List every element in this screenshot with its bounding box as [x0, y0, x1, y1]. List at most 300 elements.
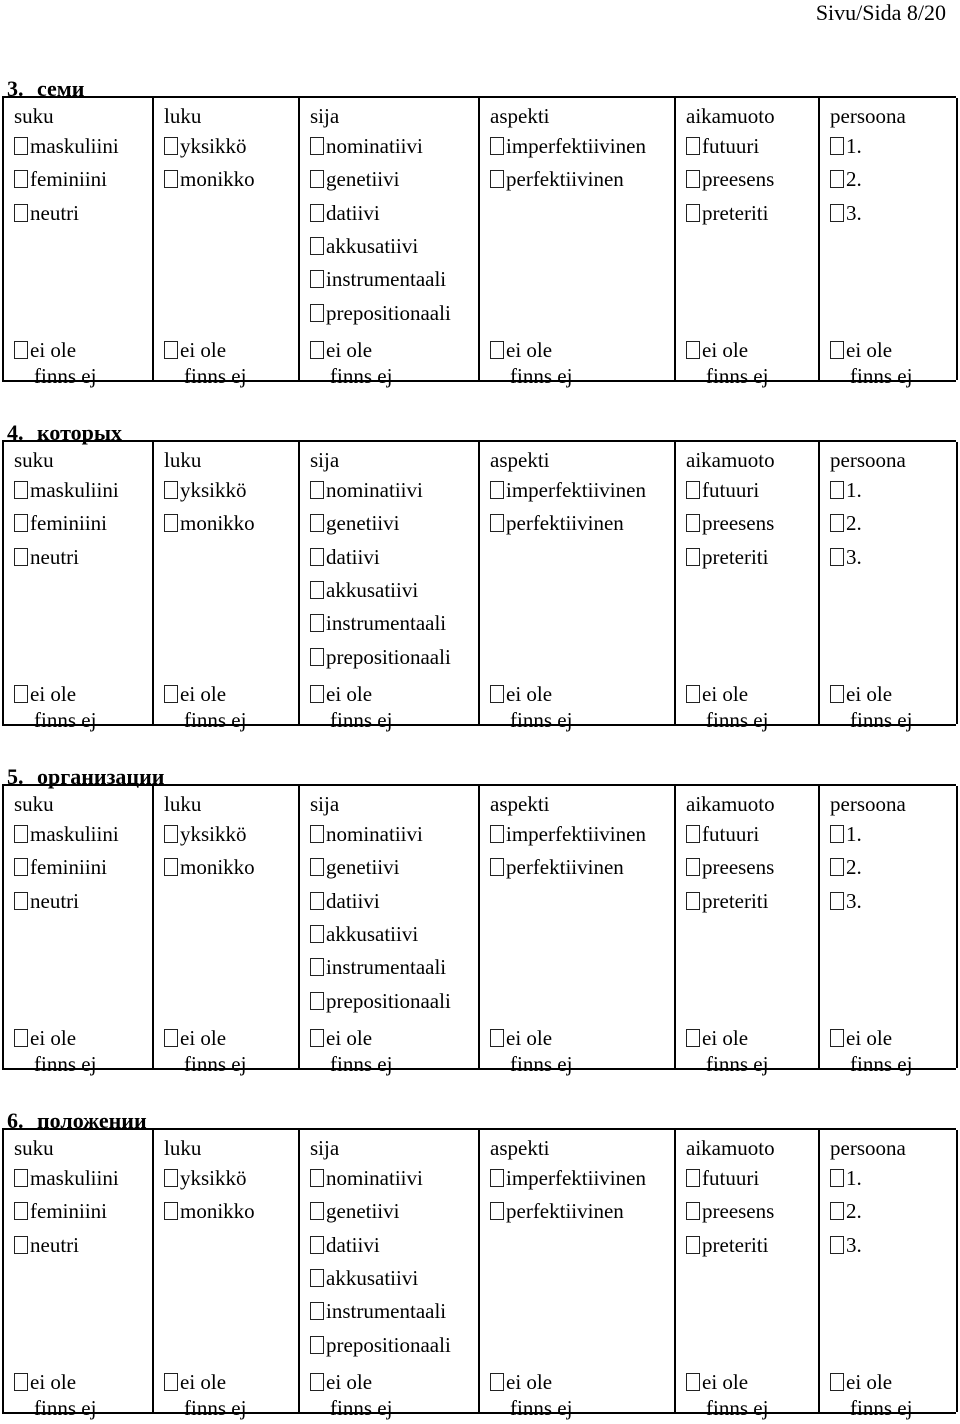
- checkbox[interactable]: [830, 1202, 844, 1220]
- checkbox[interactable]: [14, 1029, 28, 1047]
- column-header: sija: [310, 792, 340, 816]
- checkbox[interactable]: [14, 1373, 28, 1391]
- option-label: monikko: [180, 167, 255, 192]
- option-nominatiivi[interactable]: [310, 134, 423, 158]
- checkbox[interactable]: [830, 170, 844, 188]
- option-none[interactable]: [830, 338, 892, 362]
- none-label-fi: ei ole: [702, 682, 749, 706]
- option-2[interactable]: [830, 511, 862, 535]
- option-preteriti[interactable]: [686, 889, 768, 913]
- checkbox[interactable]: [164, 137, 178, 155]
- checkbox[interactable]: [686, 1202, 700, 1220]
- option-perfektiivinen[interactable]: [490, 511, 624, 535]
- option-preteriti[interactable]: [686, 201, 768, 225]
- option-nominatiivi[interactable]: [310, 1166, 423, 1190]
- none-label-fi: ei ole: [506, 1026, 553, 1050]
- checkbox[interactable]: [164, 341, 178, 359]
- option-label: 3.: [846, 1232, 862, 1257]
- checkbox[interactable]: [310, 685, 324, 703]
- option-preesens[interactable]: [686, 167, 774, 191]
- checkbox[interactable]: [686, 892, 700, 910]
- option-label: maskuliini: [30, 1166, 119, 1190]
- checkbox[interactable]: [164, 481, 178, 499]
- option-perfektiivinen[interactable]: [490, 1199, 624, 1223]
- checkbox[interactable]: [686, 685, 700, 703]
- option-2[interactable]: [830, 167, 862, 191]
- checkbox[interactable]: [830, 204, 844, 222]
- option-3[interactable]: [830, 545, 862, 569]
- option-perfektiivinen[interactable]: [490, 167, 624, 191]
- option-none[interactable]: [830, 682, 892, 706]
- column-header: suku: [14, 1136, 54, 1160]
- column-header: aspekti: [490, 792, 550, 816]
- option-label: feminiini: [30, 855, 107, 880]
- checkbox[interactable]: [310, 958, 324, 976]
- column-luku: [154, 98, 300, 388]
- checkbox[interactable]: [310, 341, 324, 359]
- option-2[interactable]: [830, 855, 862, 879]
- option-futuuri[interactable]: [686, 134, 759, 158]
- column-aikamuoto: [676, 1130, 820, 1420]
- none-label-sv: finns ej: [706, 364, 769, 388]
- column-sija: [300, 98, 480, 388]
- column-luku: [154, 442, 300, 732]
- option-preteriti[interactable]: [686, 1233, 768, 1257]
- option-label: 1.: [846, 822, 862, 846]
- checkbox[interactable]: [14, 514, 28, 532]
- option-akkusatiivi[interactable]: [310, 1266, 418, 1290]
- option-maskuliini[interactable]: [14, 1166, 119, 1190]
- column-persoona: [820, 786, 958, 1076]
- option-yksikkö[interactable]: [164, 1166, 247, 1190]
- option-label: preesens: [702, 855, 775, 880]
- checkbox[interactable]: [310, 1336, 324, 1354]
- option-label: genetiivi: [326, 1199, 400, 1224]
- option-label: perfektiivinen: [506, 1199, 624, 1224]
- checkbox[interactable]: [310, 1269, 324, 1287]
- checkbox[interactable]: [830, 685, 844, 703]
- checkbox[interactable]: [490, 514, 504, 532]
- checkbox[interactable]: [310, 581, 324, 599]
- checkbox[interactable]: [310, 514, 324, 532]
- checkbox[interactable]: [310, 825, 324, 843]
- option-preesens[interactable]: [686, 511, 774, 535]
- checkbox[interactable]: [830, 892, 844, 910]
- checkbox[interactable]: [830, 548, 844, 566]
- column-aikamuoto: [676, 442, 820, 732]
- option-none[interactable]: [164, 1026, 226, 1050]
- checkbox[interactable]: [164, 825, 178, 843]
- checkbox[interactable]: [830, 825, 844, 843]
- section-word: организации: [37, 764, 165, 789]
- none-label-sv: finns ej: [706, 708, 769, 732]
- checkbox[interactable]: [14, 825, 28, 843]
- option-nominatiivi[interactable]: [310, 478, 423, 502]
- section-number: 3.: [7, 76, 24, 101]
- checkbox[interactable]: [310, 481, 324, 499]
- checkbox[interactable]: [310, 614, 324, 632]
- column-aspekti: [480, 442, 676, 732]
- option-none[interactable]: [310, 1026, 372, 1050]
- option-none[interactable]: [490, 682, 552, 706]
- option-akkusatiivi[interactable]: [310, 922, 418, 946]
- checkbox[interactable]: [310, 1169, 324, 1187]
- checkbox[interactable]: [310, 992, 324, 1010]
- option-datiivi[interactable]: [310, 889, 380, 913]
- column-suku: [4, 442, 154, 732]
- none-label-fi: ei ole: [180, 682, 227, 706]
- option-none[interactable]: [164, 338, 226, 362]
- checkbox[interactable]: [310, 925, 324, 943]
- checkbox[interactable]: [164, 1202, 178, 1220]
- checkbox[interactable]: [830, 1373, 844, 1391]
- option-preesens[interactable]: [686, 1199, 774, 1223]
- checkbox[interactable]: [310, 1202, 324, 1220]
- checkbox[interactable]: [14, 1202, 28, 1220]
- column-header: aikamuoto: [686, 792, 775, 816]
- checkbox[interactable]: [14, 892, 28, 910]
- option-label: instrumentaali: [326, 267, 447, 292]
- option-none[interactable]: [490, 1370, 552, 1394]
- checkbox[interactable]: [310, 1302, 324, 1320]
- column-header: luku: [164, 448, 202, 472]
- option-none[interactable]: [686, 682, 748, 706]
- checkbox[interactable]: [14, 341, 28, 359]
- checkbox[interactable]: [490, 858, 504, 876]
- option-feminiini[interactable]: [14, 855, 107, 879]
- none-label-sv: finns ej: [850, 708, 913, 732]
- option-datiivi[interactable]: [310, 201, 380, 225]
- none-label-fi: ei ole: [30, 1026, 77, 1050]
- checkbox[interactable]: [490, 685, 504, 703]
- checkbox[interactable]: [830, 1029, 844, 1047]
- checkbox[interactable]: [686, 1169, 700, 1187]
- checkbox[interactable]: [164, 1169, 178, 1187]
- option-none[interactable]: [164, 682, 226, 706]
- option-monikko[interactable]: [164, 855, 255, 879]
- option-label: prepositionaali: [326, 644, 451, 669]
- grammar-table: [2, 784, 956, 1076]
- column-luku: [154, 1130, 300, 1420]
- option-none[interactable]: [14, 682, 76, 706]
- option-instrumentaali[interactable]: [310, 955, 446, 979]
- option-label: instrumentaali: [326, 1299, 447, 1324]
- column-header: suku: [14, 792, 54, 816]
- checkbox[interactable]: [490, 825, 504, 843]
- option-feminiini[interactable]: [14, 511, 107, 535]
- option-yksikkö[interactable]: [164, 134, 247, 158]
- option-futuuri[interactable]: [686, 822, 759, 846]
- option-futuuri[interactable]: [686, 478, 759, 502]
- checkbox[interactable]: [686, 204, 700, 222]
- column-header: persoona: [830, 792, 906, 816]
- checkbox[interactable]: [310, 1236, 324, 1254]
- option-none[interactable]: [14, 1370, 76, 1394]
- option-label: 3.: [846, 888, 862, 913]
- option-none[interactable]: [14, 338, 76, 362]
- option-neutri[interactable]: [14, 889, 79, 913]
- checkbox[interactable]: [686, 170, 700, 188]
- option-preteriti[interactable]: [686, 545, 768, 569]
- option-label: nominatiivi: [326, 478, 423, 502]
- column-header: luku: [164, 104, 202, 128]
- column-aspekti: [480, 786, 676, 1076]
- checkbox[interactable]: [490, 1169, 504, 1187]
- column-header: aspekti: [490, 1136, 550, 1160]
- option-label: prepositionaali: [326, 300, 451, 325]
- option-label: maskuliini: [30, 822, 119, 846]
- option-neutri[interactable]: [14, 1233, 79, 1257]
- column-header: luku: [164, 792, 202, 816]
- section-word: положении: [37, 1108, 147, 1133]
- checkbox[interactable]: [14, 204, 28, 222]
- section-number: 5.: [7, 764, 24, 789]
- option-imperfektiivinen[interactable]: [490, 478, 646, 502]
- checkbox[interactable]: [686, 137, 700, 155]
- option-instrumentaali[interactable]: [310, 611, 446, 635]
- checkbox[interactable]: [14, 858, 28, 876]
- checkbox[interactable]: [310, 304, 324, 322]
- none-label-sv: finns ej: [184, 1052, 247, 1076]
- checkbox[interactable]: [830, 858, 844, 876]
- option-label: neutri: [30, 200, 79, 225]
- option-genetiivi[interactable]: [310, 1199, 399, 1223]
- option-futuuri[interactable]: [686, 1166, 759, 1190]
- option-genetiivi[interactable]: [310, 855, 399, 879]
- option-datiivi[interactable]: [310, 1233, 380, 1257]
- option-instrumentaali[interactable]: [310, 1299, 446, 1323]
- none-label-sv: finns ej: [850, 1396, 913, 1420]
- option-yksikkö[interactable]: [164, 478, 247, 502]
- checkbox[interactable]: [686, 858, 700, 876]
- column-header: sija: [310, 1136, 340, 1160]
- option-none[interactable]: [490, 338, 552, 362]
- checkbox[interactable]: [490, 1202, 504, 1220]
- none-label-sv: finns ej: [330, 708, 393, 732]
- checkbox[interactable]: [14, 481, 28, 499]
- checkbox[interactable]: [164, 1029, 178, 1047]
- option-label: nominatiivi: [326, 134, 423, 158]
- option-monikko[interactable]: [164, 1199, 255, 1223]
- option-none[interactable]: [686, 338, 748, 362]
- option-akkusatiivi[interactable]: [310, 578, 418, 602]
- option-label: imperfektiivinen: [506, 822, 646, 846]
- checkbox[interactable]: [686, 1236, 700, 1254]
- section-word: семи: [37, 76, 85, 101]
- option-prepositionaali[interactable]: [310, 301, 451, 325]
- none-label-fi: ei ole: [30, 1370, 77, 1394]
- checkbox[interactable]: [164, 685, 178, 703]
- checkbox[interactable]: [164, 1373, 178, 1391]
- option-3[interactable]: [830, 1233, 862, 1257]
- option-label: 2.: [846, 855, 862, 880]
- checkbox[interactable]: [686, 341, 700, 359]
- option-imperfektiivinen[interactable]: [490, 1166, 646, 1190]
- none-label-sv: finns ej: [706, 1396, 769, 1420]
- checkbox[interactable]: [310, 1029, 324, 1047]
- option-none[interactable]: [164, 1370, 226, 1394]
- column-header: aikamuoto: [686, 448, 775, 472]
- checkbox[interactable]: [490, 137, 504, 155]
- checkbox[interactable]: [310, 204, 324, 222]
- none-label-fi: ei ole: [846, 1370, 893, 1394]
- option-label: akkusatiivi: [326, 921, 419, 946]
- checkbox[interactable]: [310, 137, 324, 155]
- option-prepositionaali[interactable]: [310, 1333, 451, 1357]
- option-monikko[interactable]: [164, 167, 255, 191]
- checkbox[interactable]: [164, 170, 178, 188]
- checkbox[interactable]: [490, 170, 504, 188]
- checkbox[interactable]: [830, 514, 844, 532]
- option-imperfektiivinen[interactable]: [490, 134, 646, 158]
- option-maskuliini[interactable]: [14, 822, 119, 846]
- option-1[interactable]: [830, 478, 862, 502]
- option-feminiini[interactable]: [14, 1199, 107, 1223]
- option-none[interactable]: [490, 1026, 552, 1050]
- option-nominatiivi[interactable]: [310, 822, 423, 846]
- option-instrumentaali[interactable]: [310, 267, 446, 291]
- option-label: perfektiivinen: [506, 167, 624, 192]
- option-none[interactable]: [830, 1026, 892, 1050]
- option-3[interactable]: [830, 889, 862, 913]
- option-label: maskuliini: [30, 478, 119, 502]
- option-1[interactable]: [830, 1166, 862, 1190]
- checkbox[interactable]: [490, 341, 504, 359]
- option-label: datiivi: [326, 200, 380, 225]
- option-monikko[interactable]: [164, 511, 255, 535]
- option-label: nominatiivi: [326, 1166, 423, 1190]
- checkbox[interactable]: [14, 548, 28, 566]
- checkbox[interactable]: [310, 237, 324, 255]
- option-label: yksikkö: [180, 478, 247, 502]
- checkbox[interactable]: [14, 170, 28, 188]
- option-preesens[interactable]: [686, 855, 774, 879]
- option-label: preesens: [702, 511, 775, 536]
- option-prepositionaali[interactable]: [310, 989, 451, 1013]
- option-2[interactable]: [830, 1199, 862, 1223]
- checkbox[interactable]: [14, 137, 28, 155]
- option-yksikkö[interactable]: [164, 822, 247, 846]
- option-label: genetiivi: [326, 511, 400, 536]
- checkbox[interactable]: [14, 1236, 28, 1254]
- column-header: sija: [310, 104, 340, 128]
- checkbox[interactable]: [490, 1373, 504, 1391]
- option-label: futuuri: [702, 1166, 760, 1190]
- option-feminiini[interactable]: [14, 167, 107, 191]
- section-number: 6.: [7, 1108, 24, 1133]
- column-header: sija: [310, 448, 340, 472]
- none-label-fi: ei ole: [326, 1026, 373, 1050]
- option-datiivi[interactable]: [310, 545, 380, 569]
- option-none[interactable]: [310, 682, 372, 706]
- checkbox[interactable]: [164, 858, 178, 876]
- checkbox[interactable]: [830, 137, 844, 155]
- option-label: genetiivi: [326, 167, 400, 192]
- option-label: 3.: [846, 200, 862, 225]
- none-label-sv: finns ej: [184, 1396, 247, 1420]
- column-sija: [300, 442, 480, 732]
- checkbox[interactable]: [164, 514, 178, 532]
- option-none[interactable]: [686, 1026, 748, 1050]
- column-persoona: [820, 1130, 958, 1420]
- checkbox[interactable]: [310, 1373, 324, 1391]
- checkbox[interactable]: [830, 1236, 844, 1254]
- option-label: 3.: [846, 544, 862, 569]
- none-label-sv: finns ej: [850, 364, 913, 388]
- none-label-fi: ei ole: [326, 682, 373, 706]
- checkbox[interactable]: [686, 825, 700, 843]
- option-none[interactable]: [14, 1026, 76, 1050]
- checkbox[interactable]: [14, 685, 28, 703]
- option-1[interactable]: [830, 134, 862, 158]
- checkbox[interactable]: [830, 1169, 844, 1187]
- option-prepositionaali[interactable]: [310, 645, 451, 669]
- option-label: 2.: [846, 167, 862, 192]
- checkbox[interactable]: [686, 481, 700, 499]
- checkbox[interactable]: [310, 270, 324, 288]
- checkbox[interactable]: [310, 648, 324, 666]
- option-akkusatiivi[interactable]: [310, 234, 418, 258]
- checkbox[interactable]: [14, 1169, 28, 1187]
- none-label-fi: ei ole: [30, 682, 77, 706]
- none-label-sv: finns ej: [330, 364, 393, 388]
- option-perfektiivinen[interactable]: [490, 855, 624, 879]
- grammar-table: [2, 96, 956, 388]
- none-label-fi: ei ole: [506, 338, 553, 362]
- checkbox[interactable]: [310, 548, 324, 566]
- checkbox[interactable]: [310, 170, 324, 188]
- column-header: suku: [14, 104, 54, 128]
- none-label-sv: finns ej: [34, 708, 97, 732]
- option-genetiivi[interactable]: [310, 167, 399, 191]
- checkbox[interactable]: [310, 858, 324, 876]
- option-neutri[interactable]: [14, 545, 79, 569]
- checkbox[interactable]: [490, 481, 504, 499]
- none-label-fi: ei ole: [180, 1370, 227, 1394]
- option-label: instrumentaali: [326, 955, 447, 980]
- checkbox[interactable]: [830, 481, 844, 499]
- option-imperfektiivinen[interactable]: [490, 822, 646, 846]
- option-label: preesens: [702, 1199, 775, 1224]
- checkbox[interactable]: [830, 341, 844, 359]
- option-label: 2.: [846, 511, 862, 536]
- none-label-fi: ei ole: [702, 338, 749, 362]
- option-genetiivi[interactable]: [310, 511, 399, 535]
- none-label-sv: finns ej: [510, 1396, 573, 1420]
- option-label: neutri: [30, 1232, 79, 1257]
- checkbox[interactable]: [686, 1373, 700, 1391]
- option-maskuliini[interactable]: [14, 478, 119, 502]
- option-none[interactable]: [310, 338, 372, 362]
- option-neutri[interactable]: [14, 201, 79, 225]
- option-label: futuuri: [702, 822, 760, 846]
- none-label-fi: ei ole: [180, 338, 227, 362]
- checkbox[interactable]: [686, 1029, 700, 1047]
- option-label: 2.: [846, 1199, 862, 1224]
- option-1[interactable]: [830, 822, 862, 846]
- checkbox[interactable]: [310, 892, 324, 910]
- checkbox[interactable]: [686, 514, 700, 532]
- checkbox[interactable]: [490, 1029, 504, 1047]
- none-label-fi: ei ole: [326, 338, 373, 362]
- checkbox[interactable]: [686, 548, 700, 566]
- option-none[interactable]: [686, 1370, 748, 1394]
- option-maskuliini[interactable]: [14, 134, 119, 158]
- option-none[interactable]: [830, 1370, 892, 1394]
- option-3[interactable]: [830, 201, 862, 225]
- option-none[interactable]: [310, 1370, 372, 1394]
- column-luku: [154, 786, 300, 1076]
